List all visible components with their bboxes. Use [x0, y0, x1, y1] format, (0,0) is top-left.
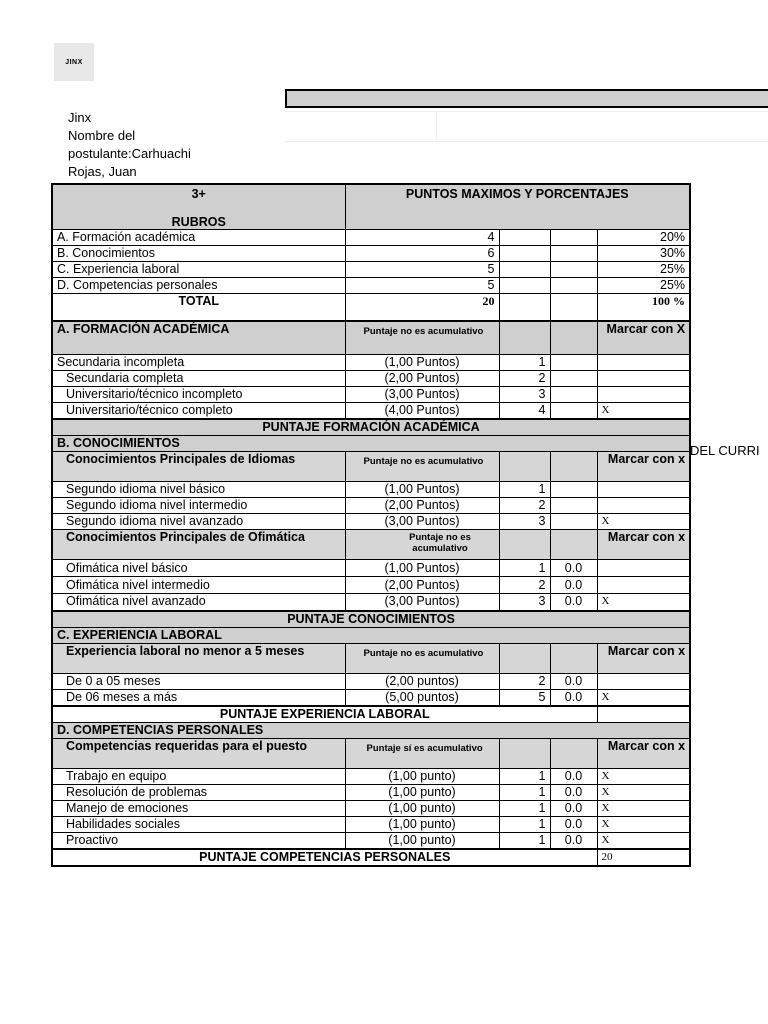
total-points: 20 [345, 294, 499, 321]
subsection-title: Conocimientos Principales de Idiomas [52, 452, 345, 482]
row-value: 1 [499, 800, 550, 816]
footer-label: PUNTAJE EXPERIENCIA LABORAL [52, 706, 597, 723]
subsection-header [52, 738, 690, 768]
row-score: 0.0 [550, 816, 597, 832]
row-mark: X [597, 832, 690, 849]
section-footer [52, 419, 690, 436]
row-points: 5 [345, 278, 499, 294]
empty-cell [550, 321, 597, 355]
empty-cell [499, 278, 550, 294]
subsection-header [52, 530, 690, 560]
row-points: (1,00 Puntos) [345, 482, 499, 498]
row-mark [597, 498, 690, 514]
mark-header: Marcar con x [597, 530, 690, 560]
row-label: Trabajo en equipo [52, 768, 345, 784]
section-footer [52, 706, 690, 723]
empty-cell [499, 738, 550, 768]
row-label: Universitario/técnico completo [52, 403, 345, 420]
row-mark [597, 371, 690, 387]
table-row [52, 577, 690, 594]
table-row [52, 768, 690, 784]
empty-cell [499, 230, 550, 246]
row-label: Resolución de problemas [52, 784, 345, 800]
row-label: B. Conocimientos [52, 246, 345, 262]
row-value: 4 [499, 403, 550, 420]
row-points: (2,00 Puntos) [345, 577, 499, 594]
note-text: Puntaje no es acumulativo [363, 456, 484, 467]
note-text: Puntaje no es acumulativo [363, 325, 484, 337]
row-label: Universitario/técnico incompleto [52, 387, 345, 403]
row-percent: 25% [597, 278, 690, 294]
row-mark: X [597, 594, 690, 611]
empty-cell [499, 530, 550, 560]
table-row [52, 278, 690, 294]
note-text: Puntaje no es acumulativo [409, 532, 471, 554]
row-value: 3 [499, 514, 550, 530]
row-value: 2 [499, 673, 550, 689]
empty-cell [499, 262, 550, 278]
mark-header: Marcar con x [597, 452, 690, 482]
company-logo: JINX [54, 43, 94, 81]
table-row [52, 689, 690, 706]
section-title: A. FORMACIÓN ACADÉMICA [52, 321, 345, 355]
table-row [52, 482, 690, 498]
empty-cell [550, 643, 597, 673]
row-percent: 25% [597, 262, 690, 278]
table-row [52, 498, 690, 514]
row-value: 1 [499, 482, 550, 498]
row-score: 0.0 [550, 832, 597, 849]
row-value: 1 [499, 768, 550, 784]
row-points: (1,00 punto) [345, 832, 499, 849]
row-label: D. Competencias personales [52, 278, 345, 294]
mark-header: Marcar con x [597, 738, 690, 768]
row-mark: X [597, 514, 690, 530]
total-percent: 100 % [597, 294, 690, 321]
row-label: Segundo idioma nivel intermedio [52, 498, 345, 514]
row-score: 0.0 [550, 800, 597, 816]
total-row [52, 294, 690, 321]
total-label: TOTAL [52, 294, 345, 321]
row-value: 1 [499, 816, 550, 832]
row-label: Secundaria completa [52, 371, 345, 387]
row-score [550, 403, 597, 420]
row-mark [597, 482, 690, 498]
table-row [52, 832, 690, 849]
empty-cell [550, 738, 597, 768]
section-note [345, 452, 499, 482]
header-bar [285, 89, 768, 108]
row-score: 0.0 [550, 768, 597, 784]
empty-cell [550, 246, 597, 262]
subsection-title: Conocimientos Principales de Ofimática [52, 530, 345, 560]
overflow-text: DEL CURRI [690, 443, 760, 458]
section-c-header [52, 627, 690, 643]
section-note [345, 643, 499, 673]
empty-cell [550, 230, 597, 246]
faint-gridline [285, 111, 768, 112]
row-score [550, 482, 597, 498]
subsection-header [52, 643, 690, 673]
header-text: RUBROS [171, 215, 226, 229]
table-row [52, 246, 690, 262]
row-score: 0.0 [550, 673, 597, 689]
row-score [550, 498, 597, 514]
table-row [52, 262, 690, 278]
subsection-header [52, 452, 690, 482]
table-row [52, 560, 690, 577]
row-points: (2,00 Puntos) [345, 371, 499, 387]
section-note [345, 738, 499, 768]
empty-cell [499, 452, 550, 482]
faint-gridline [285, 141, 768, 142]
row-mark [597, 577, 690, 594]
row-points: (5,00 puntos) [345, 689, 499, 706]
row-points: (3,00 Puntos) [345, 387, 499, 403]
table-row [52, 594, 690, 611]
row-percent: 20% [597, 230, 690, 246]
row-mark: X [597, 403, 690, 420]
row-label: A. Formación académica [52, 230, 345, 246]
row-value: 1 [499, 355, 550, 371]
row-points: (3,00 Puntos) [345, 514, 499, 530]
empty-cell [550, 452, 597, 482]
row-score [550, 387, 597, 403]
row-mark: X [597, 816, 690, 832]
section-b-header [52, 436, 690, 452]
row-label: Segundo idioma nivel avanzado [52, 514, 345, 530]
row-score: 0.0 [550, 577, 597, 594]
empty-cell [550, 262, 597, 278]
row-mark: X [597, 768, 690, 784]
info-line: Nombre del [68, 128, 136, 143]
row-label: De 0 a 05 meses [52, 673, 345, 689]
footer-label: PUNTAJE COMPETENCIAS PERSONALES [52, 849, 597, 866]
section-title: C. EXPERIENCIA LABORAL [52, 627, 690, 643]
row-score: 0.0 [550, 689, 597, 706]
row-points: (1,00 punto) [345, 768, 499, 784]
header-top-text: 3+ [191, 187, 206, 201]
info-line: Rojas, Juan [68, 164, 137, 179]
row-mark [597, 387, 690, 403]
row-points: (2,00 Puntos) [345, 498, 499, 514]
row-mark: X [597, 784, 690, 800]
empty-cell [499, 643, 550, 673]
row-mark [597, 560, 690, 577]
row-points: (1,00 punto) [345, 784, 499, 800]
note-text: Puntaje no es acumulativo [363, 647, 484, 659]
row-points: (2,00 puntos) [345, 673, 499, 689]
section-footer [52, 611, 690, 628]
row-value: 3 [499, 594, 550, 611]
table-row [52, 403, 690, 420]
row-points: (4,00 Puntos) [345, 403, 499, 420]
mark-header: Marcar con x [597, 643, 690, 673]
row-percent: 30% [597, 246, 690, 262]
empty-cell [597, 706, 690, 723]
table-row [52, 371, 690, 387]
row-label: Ofimática nivel básico [52, 560, 345, 577]
row-score: 0.0 [550, 560, 597, 577]
table-row [52, 514, 690, 530]
section-note [345, 530, 499, 560]
table-row [52, 673, 690, 689]
row-value: 1 [499, 784, 550, 800]
subsection-title: Experiencia laboral no menor a 5 meses [52, 643, 345, 673]
row-label: Secundaria incompleta [52, 355, 345, 371]
table-row [52, 816, 690, 832]
empty-cell [550, 294, 597, 321]
row-label: Habilidades sociales [52, 816, 345, 832]
empty-cell [550, 530, 597, 560]
row-label: Ofimática nivel avanzado [52, 594, 345, 611]
empty-cell [499, 246, 550, 262]
row-mark [597, 673, 690, 689]
row-points: (1,00 Puntos) [345, 355, 499, 371]
row-value: 2 [499, 498, 550, 514]
row-points: 5 [345, 262, 499, 278]
subsection-title: Competencias requeridas para el puesto [52, 738, 345, 768]
table-row [52, 387, 690, 403]
row-points: (3,00 Puntos) [345, 594, 499, 611]
row-label: C. Experiencia laboral [52, 262, 345, 278]
table-row [52, 784, 690, 800]
header-text: PUNTOS MAXIMOS Y PORCENTAJES [405, 187, 629, 201]
mark-header: Marcar con X [597, 321, 690, 355]
table-row [52, 800, 690, 816]
row-label: Manejo de emociones [52, 800, 345, 816]
table-row [52, 230, 690, 246]
note-text: Puntaje sí es acumulativo [366, 742, 483, 754]
info-line: Jinx [68, 110, 92, 125]
empty-cell [499, 321, 550, 355]
empty-cell [499, 294, 550, 321]
row-value: 5 [499, 689, 550, 706]
row-mark: X [597, 689, 690, 706]
info-line: postulante:Carhuachi [68, 146, 191, 161]
row-label: De 06 meses a más [52, 689, 345, 706]
section-note [345, 321, 499, 355]
row-score [550, 514, 597, 530]
row-score: 0.0 [550, 784, 597, 800]
row-label: Segundo idioma nivel básico [52, 482, 345, 498]
row-points: 6 [345, 246, 499, 262]
row-score [550, 371, 597, 387]
row-score: 0.0 [550, 594, 597, 611]
footer-label: PUNTAJE FORMACIÓN ACADÉMICA [52, 419, 690, 436]
footer-label: PUNTAJE CONOCIMIENTOS [52, 611, 690, 628]
section-a-header [52, 321, 690, 355]
empty-cell [550, 278, 597, 294]
row-mark [597, 355, 690, 371]
evaluation-table [51, 183, 691, 867]
rubros-header [52, 184, 345, 230]
row-value: 3 [499, 387, 550, 403]
section-d-header [52, 722, 690, 738]
section-footer [52, 849, 690, 866]
puntos-header [345, 184, 690, 230]
row-points: (1,00 punto) [345, 800, 499, 816]
row-label: Ofimática nivel intermedio [52, 577, 345, 594]
section-title: B. CONOCIMIENTOS [52, 436, 690, 452]
row-points: (1,00 punto) [345, 816, 499, 832]
row-label: Proactivo [52, 832, 345, 849]
table-row [52, 355, 690, 371]
row-value: 1 [499, 560, 550, 577]
row-value: 2 [499, 371, 550, 387]
row-mark: X [597, 800, 690, 816]
row-value: 1 [499, 832, 550, 849]
applicant-info [68, 109, 191, 181]
section-title: D. COMPETENCIAS PERSONALES [52, 722, 690, 738]
summary-header-row [52, 184, 690, 230]
row-points: (1,00 Puntos) [345, 560, 499, 577]
row-points: 4 [345, 230, 499, 246]
row-score [550, 355, 597, 371]
footer-value: 20 [597, 849, 690, 866]
row-value: 2 [499, 577, 550, 594]
faint-gridline [436, 111, 437, 141]
